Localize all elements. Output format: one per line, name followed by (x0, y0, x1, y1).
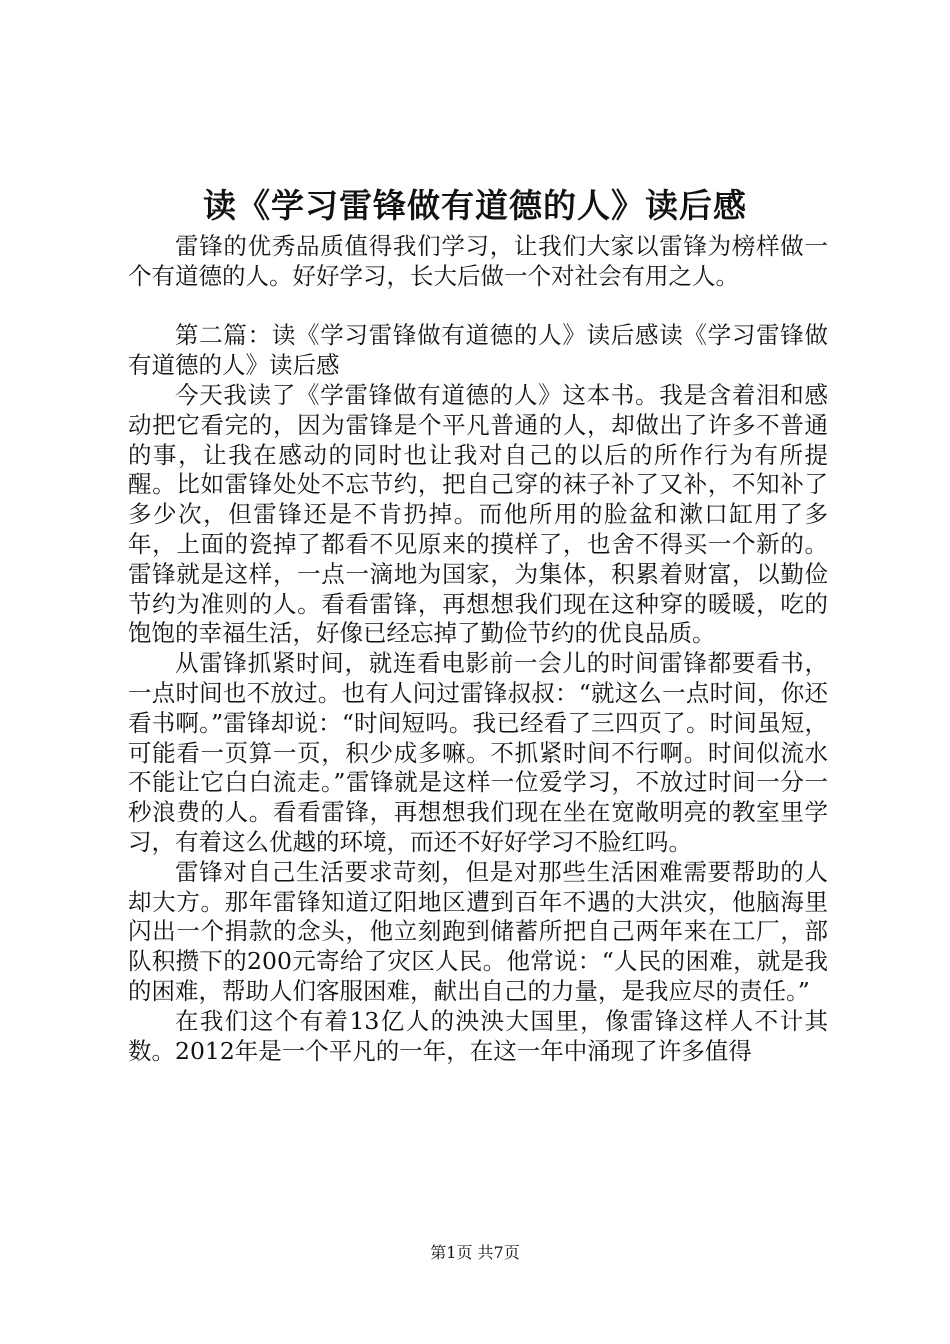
paragraph-body-2: 从雷锋抓紧时间，就连看电影前一会儿的时间雷锋都要看书，一点时间也不放过。也有人问过雷锋叔叔：“就这么一点时间，你还看书啊。”雷锋却说：“时间短吗。我已经看了三四页了。时间虽短，可能看一页算一页，积少成多嘛。不抓紧时间不行啊。时间似流水不能让它白白流走。”雷锋就是这样一位爱学习，不放过时间一分一秒浪费的人。看看雷锋，再想想我们现在坐在宽敞明亮的教室里学习，有着这么优越的环境，而还不好好学习不脸红吗。 (128, 649, 828, 856)
paragraph-section-heading: 第二篇：读《学习雷锋做有道德的人》读后感读《学习雷锋做有道德的人》读后感 (128, 321, 828, 380)
document-title: 读《学习雷锋做有道德的人》读后感 (203, 186, 747, 225)
paragraph-intro: 雷锋的优秀品质值得我们学习，让我们大家以雷锋为榜样做一个有道德的人。好好学习，长大后做一个对社会有用之人。 (128, 232, 828, 290)
paragraph-gap (128, 292, 828, 322)
document-body (128, 232, 828, 1066)
paragraph-body-3: 雷锋对自己生活要求苛刻，但是对那些生活困难需要帮助的人却大方。那年雷锋知道辽阳地区遭到百年不遇的大洪灾，他脑海里闪出一个捐款的念头，他立刻跑到储蓄所把自己两年来在工厂，部队积攒下的200元寄给了灾区人民。他常说：“人民的困难，就是我的困难，帮助人们客服困难，献出自己的力量，是我应尽的责任。” (128, 857, 828, 1005)
paragraph-body-4: 在我们这个有着13亿人的泱泱大国里，像雷锋这样人不计其数。2012年是一个平凡的一年，在这一年中涌现了许多值得 (128, 1006, 828, 1065)
page-number-footer: 第1页 共7页 (430, 1243, 520, 1262)
paragraph-body-1: 今天我读了《学雷锋做有道德的人》这本书。我是含着泪和感动把它看完的，因为雷锋是个平凡普通的人，却做出了许多不普通的事，让我在感动的同时也让我对自己的以后的所作行为有所提醒。比如雷锋处处不忘节约，把自己穿的袜子补了又补，不知补了多少次，但雷锋还是不肯扔掉。而他所用的脸盆和漱口缸用了多年，上面的瓷掉了都看不见原来的摸样了，也舍不得买一个新的。雷锋就是这样，一点一滴地为国家，为集体，积累着财富，以勤俭节约为准则的人。看看雷锋，再想想我们现在这种穿的暖暖，吃的饱饱的幸福生活，好像已经忘掉了勤俭节约的优良品质。 (128, 380, 828, 648)
